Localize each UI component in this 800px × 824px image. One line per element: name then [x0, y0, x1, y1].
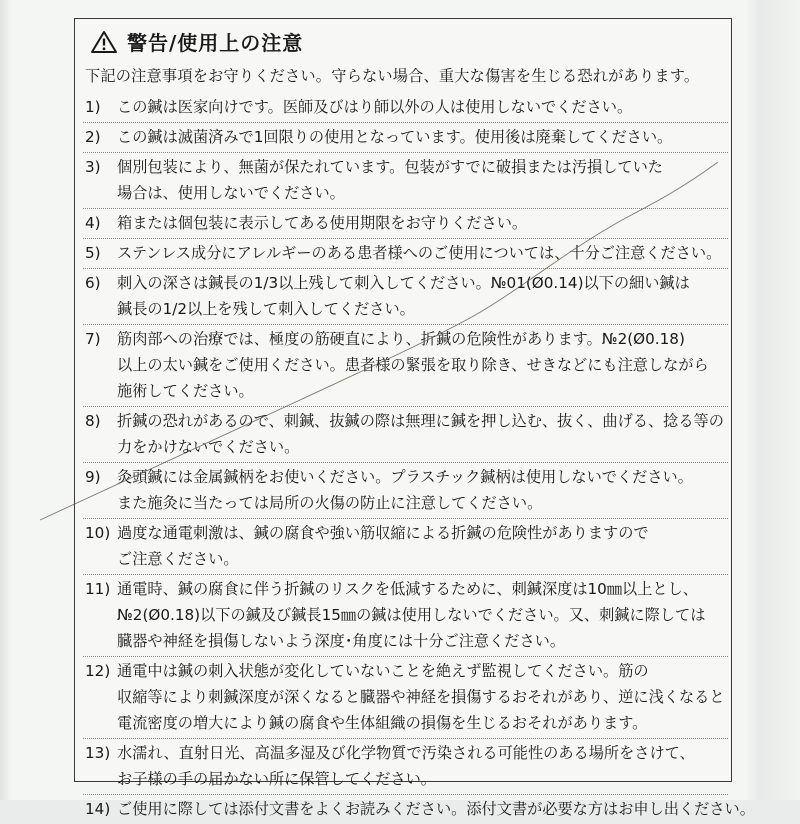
caution-item-line: 力をかけないでください。	[117, 438, 300, 456]
caution-item-text	[117, 408, 728, 460]
caution-item-number: 2)	[85, 128, 101, 146]
caution-item-number: 4)	[85, 214, 101, 232]
caution-item-number: 3)	[85, 158, 101, 176]
caution-item-line: 通電中は鍼の刺入状態が変化していないことを絶えず監視してください。筋の	[117, 662, 649, 680]
caution-item-number: 9)	[85, 468, 101, 486]
caution-item-line: №2(Ø0.18)以下の鍼及び鍼長15㎜の鍼は使用しないでください。又、刺鍼に際しては	[117, 606, 706, 624]
caution-item-line: 場合は、使用しないでください。	[117, 184, 345, 202]
caution-item-line: 個別包装により、無菌が保たれています。包装がすでに破損または汚損していた	[117, 158, 663, 176]
caution-item-text	[117, 658, 728, 736]
caution-item	[83, 795, 755, 824]
caution-item-number: 14)	[85, 800, 111, 818]
caution-item-number: 12)	[85, 662, 111, 680]
caution-item-line: また施灸に当たっては局所の火傷の防止に注意してください。	[117, 494, 543, 512]
caution-item	[83, 269, 728, 325]
caution-item	[83, 93, 728, 123]
caution-item-text	[117, 154, 728, 206]
caution-item-line: 収縮等により刺鍼深度が深くなると臓器や神経を損傷するおそれがあり、逆に浅くなると	[117, 688, 725, 706]
caution-item-line: 筋肉部への治療では、極度の筋硬直により、折鍼の危険性があります。№2(Ø0.18)	[117, 330, 685, 348]
caution-item-line: 電流密度の増大により鍼の腐食や生体組織の損傷を生じるおそれがあります。	[117, 714, 648, 732]
caution-item	[83, 739, 728, 795]
caution-item-text	[117, 270, 728, 322]
caution-item	[83, 325, 728, 407]
caution-item-line: この鍼は医家向けです。医師及びはり師以外の人は使用しないでください。	[117, 98, 633, 116]
caution-item-line: 折鍼の恐れがあるので、刺鍼、抜鍼の際は無理に鍼を押し込む、抜く、曲げる、捻る等の	[117, 412, 724, 430]
warning-header	[91, 27, 303, 56]
caution-item-line: 施術してください。	[117, 382, 254, 400]
caution-item-text	[117, 94, 728, 120]
caution-item	[83, 519, 728, 575]
caution-item	[83, 153, 728, 209]
caution-item-line: ご使用に際しては添付文書をよくお読みください。添付文書が必要な方はお申し出ください。	[117, 800, 755, 818]
caution-item-line: 臓器や神経を損傷しないよう深度･角度には十分ご注意ください。	[117, 632, 566, 650]
caution-item	[83, 407, 728, 463]
caution-item-line: 灸頭鍼には金属鍼柄をお使いください。プラスチック鍼柄は使用しないでください。	[117, 468, 693, 486]
caution-item-number: 7)	[85, 330, 101, 348]
caution-item-text	[117, 210, 728, 236]
warning-title: 警告/使用上の注意	[127, 31, 304, 55]
caution-item-number: 8)	[85, 412, 101, 430]
caution-item-line: 過度な通電刺激は、鍼の腐食や強い筋収縮による折鍼の危険性がありますので	[117, 524, 649, 542]
caution-item	[83, 209, 728, 239]
caution-item-line: この鍼は滅菌済みで1回限りの使用となっています。使用後は廃棄してください。	[117, 128, 673, 146]
caution-item	[83, 463, 728, 519]
caution-item-line: 箱または個包装に表示してある使用期限をお守りください。	[117, 214, 528, 232]
caution-item-text	[117, 326, 728, 404]
caution-item-line: 鍼長の1/2以上を残して刺入してください。	[117, 300, 415, 318]
caution-item-text	[117, 124, 728, 150]
caution-item-line: 水濡れ、直射日光、高温多湿及び化学物質で汚染される可能性のある場所をさけて、	[117, 744, 695, 762]
caution-item-line: 刺入の深さは鍼長の1/3以上残して刺入してください。№01(Ø0.14)以下の細い鍼は	[117, 274, 690, 292]
caution-item	[83, 575, 728, 657]
caution-item-text	[117, 740, 728, 792]
caution-item-number: 1)	[85, 98, 101, 116]
caution-item-line: 以上の太い鍼をご使用ください。患者様の緊張を取り除き、せきなどにも注意しながら	[117, 356, 709, 374]
caution-item	[83, 239, 728, 269]
caution-item-text	[117, 240, 728, 266]
caution-item-number: 11)	[85, 580, 111, 598]
caution-item-text	[117, 576, 728, 654]
intro-text: 下記の注意事項をお守りください。守らない場合、重大な傷害を生じる恐れがあります。	[85, 67, 700, 85]
caution-item-number: 5)	[85, 244, 101, 262]
caution-item-line: 通電時、鍼の腐食に伴う折鍼のリスクを低減するために、刺鍼深度は10㎜以上とし、	[117, 580, 698, 598]
caution-item-number: 6)	[85, 274, 101, 292]
caution-item-line: ご注意ください。	[117, 550, 239, 568]
caution-item	[83, 123, 728, 153]
warning-triangle-icon	[91, 30, 117, 54]
warning-panel	[74, 18, 755, 818]
caution-item-text	[117, 520, 728, 572]
caution-item-number: 13)	[85, 744, 111, 762]
caution-item	[83, 657, 728, 739]
caution-item-text	[117, 464, 728, 516]
caution-list	[83, 93, 755, 824]
caution-item-line: ステンレス成分にアレルギーのある患者様へのご使用については、十分ご注意ください。	[117, 244, 722, 262]
caution-item-number: 10)	[85, 524, 111, 542]
caution-item-line: お子様の手の届かない所に保管してください。	[117, 770, 436, 788]
